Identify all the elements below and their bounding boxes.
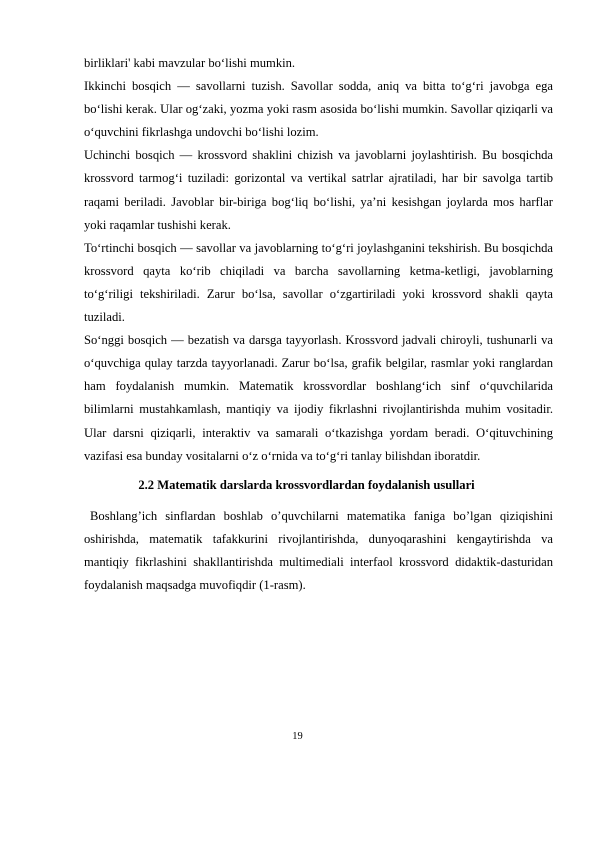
paragraph-final-stage: So‘nggi bosqich — bezatish va darsga tayyorlash. Krossvord jadvali chiroyli, tushunarli va o‘quvchiga qulay tarzda tayyorlanadi. Zarur bo‘lsa, grafik belgilar, rasmlar yoki ranglardan ham foydalanish mumkin. Matematik krossvordlar boshlang‘ich sinf o‘quvchilarida bilimlarni mustahkamlash, mantiqiy va ijodiy fikrlashni rivojlantirishda muhim vositadir. Ular darsni qiziqarli, interaktiv va samarali o‘tkazishga yordam beradi. O‘qituvchining vazifasi esa bunday vositalarni o‘z o‘rnida va to‘g‘ri tanlay bilishdan iboratdir. [84, 333, 553, 463]
section-heading: 2.2 Matematik darslarda krossvordlardan foydalanish usullari [138, 477, 475, 492]
page-number: 19 [292, 731, 303, 742]
paragraph-third-stage: Uchinchi bosqich — krossvord shaklini chizish va javoblarni joylashtirish. Bu bosqichda krossvord tarmog‘i tuziladi: gorizontal va vertikal satrlar ajratiladi, har bir savolga tartib raqami beriladi. Javoblar bir-biriga bog‘liq bo‘lishi, ya’ni kesishgan joylarda mos harflar yoki raqamlar tushishi kerak. [84, 148, 553, 232]
paragraph-continuation: birliklari' kabi mavzular bo‘lishi mumkin. [84, 56, 296, 70]
document-page [84, 52, 553, 597]
section-paragraph: Boshlang’ich sinflardan boshlab o’quvchilarni matematika faniga bo’lgan qiziqishini oshirishda, matematik tafakkurini rivojlantirishda, dunyoqarashini kengaytirishda va mantiqiy fikrlashini shakllantirishda multimediali interfaol krossvord didaktik-dasturidan foydalanish maqsadga muvofiqdir (1-rasm). [84, 508, 553, 592]
paragraph-second-stage: Ikkinchi bosqich — savollarni tuzish. Savollar sodda, aniq va bitta to‘g‘ri javobga ega bo‘lishi kerak. Ular og‘zaki, yozma yoki rasm asosida bo‘lishi mumkin. Savollar qiziqarli va o‘quvchini fikrlashga undovchi bo‘lishi lozim. [84, 79, 553, 140]
paragraph-fourth-stage: To‘rtinchi bosqich — savollar va javoblarning to‘g‘ri joylashganini tekshirish. Bu bosqichda krossvord qayta ko‘rib chiqiladi va barcha savollarning ketma-ketligi, javoblarning to‘g‘riligi tekshiriladi. Zarur bo‘lsa, savollar o‘zgartiriladi yoki krossvord shakli qayta tuziladi. [84, 240, 553, 325]
